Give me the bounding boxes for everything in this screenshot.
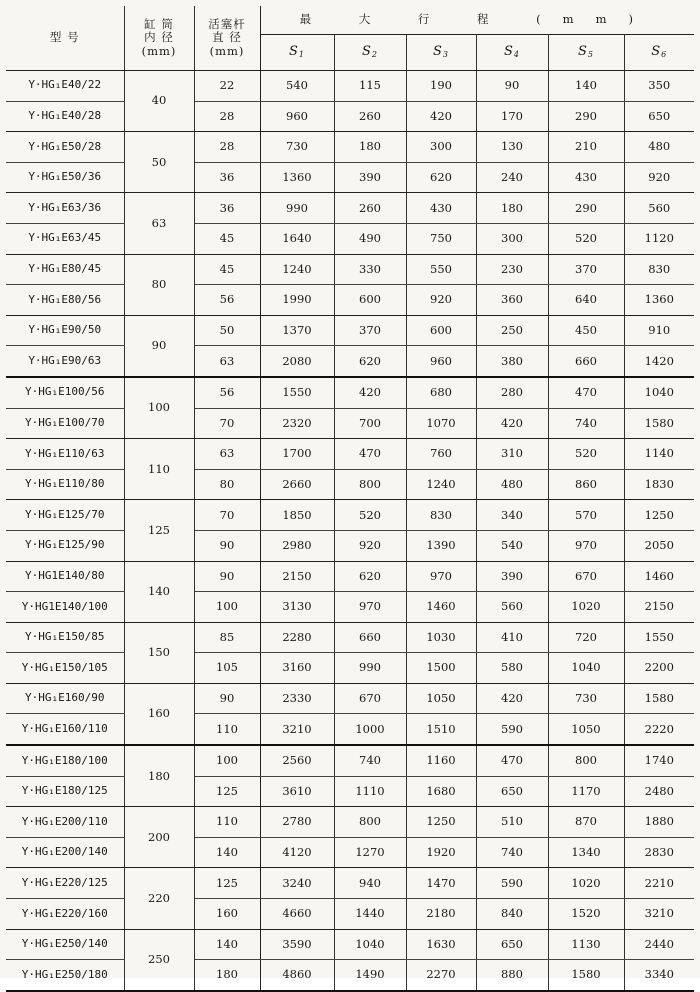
cell-stroke-s5: 670 [548,561,624,592]
cell-bore: 90 [124,315,194,377]
cell-stroke-s2: 1040 [334,929,406,960]
cell-stroke-s6: 1420 [624,346,694,377]
cell-stroke-s4: 300 [476,223,548,254]
cell-rod: 22 [194,71,260,102]
cell-stroke-s4: 230 [476,254,548,285]
cell-model: Y·HG₁E125/70 [6,500,124,531]
cell-stroke-s5: 1520 [548,899,624,930]
cell-stroke-s3: 190 [406,71,476,102]
cell-stroke-s5: 640 [548,285,624,316]
cell-stroke-s6: 1740 [624,745,694,776]
cell-stroke-s3: 830 [406,500,476,531]
cell-stroke-s1: 2330 [260,683,334,714]
cell-model: Y·HG₁E180/125 [6,776,124,807]
table-row [6,530,694,561]
cell-stroke-s6: 2150 [624,592,694,623]
header-stroke-s2: $S_2$ [334,35,406,71]
cell-stroke-s6: 1460 [624,561,694,592]
cell-stroke-s1: 1990 [260,285,334,316]
cell-model: Y·HG₁E63/45 [6,223,124,254]
cell-stroke-s1: 1700 [260,439,334,470]
cell-bore: 80 [124,254,194,315]
cell-stroke-s4: 560 [476,592,548,623]
cell-stroke-s5: 520 [548,223,624,254]
cell-stroke-s4: 740 [476,837,548,868]
cell-stroke-s5: 370 [548,254,624,285]
cell-stroke-s6: 1580 [624,683,694,714]
table-row [6,714,694,745]
cell-stroke-s2: 470 [334,439,406,470]
cell-stroke-s6: 2220 [624,714,694,745]
cell-stroke-s2: 520 [334,500,406,531]
table-row [6,408,694,439]
cell-stroke-s6: 560 [624,193,694,224]
cell-stroke-s1: 1850 [260,500,334,531]
cell-stroke-s1: 2280 [260,622,334,653]
cell-stroke-s4: 650 [476,929,548,960]
cell-stroke-s3: 1510 [406,714,476,745]
table-row [6,776,694,807]
header-stroke-s4: $S_4$ [476,35,548,71]
cell-stroke-s2: 940 [334,868,406,899]
cell-stroke-s4: 420 [476,408,548,439]
cell-model: Y·HG₁E40/22 [6,71,124,102]
cell-stroke-s3: 680 [406,377,476,408]
cell-stroke-s1: 3610 [260,776,334,807]
cell-stroke-s4: 360 [476,285,548,316]
cell-rod: 100 [194,745,260,776]
cell-model: Y·HG₁E40/28 [6,101,124,132]
cell-stroke-s4: 180 [476,193,548,224]
cell-stroke-s4: 90 [476,71,548,102]
cell-stroke-s4: 880 [476,960,548,991]
cell-bore: 40 [124,71,194,132]
cell-bore: 160 [124,683,194,745]
cell-stroke-s4: 240 [476,162,548,193]
cell-stroke-s4: 310 [476,439,548,470]
cell-stroke-s1: 540 [260,71,334,102]
cell-rod: 140 [194,929,260,960]
cell-rod: 56 [194,377,260,408]
cell-rod: 100 [194,592,260,623]
table-row [6,960,694,991]
cell-stroke-s2: 1440 [334,899,406,930]
cell-stroke-s5: 1580 [548,960,624,991]
cell-stroke-s1: 2660 [260,469,334,500]
cell-stroke-s3: 750 [406,223,476,254]
cell-stroke-s4: 380 [476,346,548,377]
cell-stroke-s5: 210 [548,132,624,163]
cell-stroke-s5: 1340 [548,837,624,868]
cell-stroke-s3: 2180 [406,899,476,930]
table-row [6,899,694,930]
cell-stroke-s4: 130 [476,132,548,163]
cell-stroke-s1: 4120 [260,837,334,868]
cell-rod: 180 [194,960,260,991]
cell-rod: 36 [194,162,260,193]
cell-stroke-s3: 620 [406,162,476,193]
cell-rod: 90 [194,561,260,592]
cell-stroke-s3: 430 [406,193,476,224]
cell-stroke-s2: 920 [334,530,406,561]
cell-stroke-s3: 1500 [406,653,476,684]
cell-stroke-s2: 180 [334,132,406,163]
cell-stroke-s5: 1040 [548,653,624,684]
cell-bore: 220 [124,868,194,929]
cell-model: Y·HG₁E220/125 [6,868,124,899]
cell-stroke-s2: 660 [334,622,406,653]
header-stroke-s6: $S_6$ [624,35,694,71]
cell-stroke-s3: 1240 [406,469,476,500]
cell-stroke-s3: 760 [406,439,476,470]
cell-stroke-s4: 420 [476,683,548,714]
cell-stroke-s1: 1240 [260,254,334,285]
cell-rod: 36 [194,193,260,224]
cell-stroke-s1: 3160 [260,653,334,684]
cell-rod: 90 [194,683,260,714]
table-row [6,929,694,960]
table-row [6,285,694,316]
cell-stroke-s1: 1360 [260,162,334,193]
cell-stroke-s5: 470 [548,377,624,408]
cell-stroke-s5: 570 [548,500,624,531]
cell-stroke-s4: 650 [476,776,548,807]
cell-stroke-s3: 1030 [406,622,476,653]
cell-model: Y·HG₁E80/45 [6,254,124,285]
cell-stroke-s2: 1270 [334,837,406,868]
cell-stroke-s3: 920 [406,285,476,316]
cell-bore: 150 [124,622,194,683]
cell-bore: 100 [124,377,194,439]
cell-stroke-s6: 2050 [624,530,694,561]
cell-stroke-s3: 1250 [406,807,476,838]
cell-model: Y·HG₁E80/56 [6,285,124,316]
cell-stroke-s1: 960 [260,101,334,132]
cell-stroke-s4: 390 [476,561,548,592]
cell-stroke-s1: 4860 [260,960,334,991]
cell-rod: 140 [194,837,260,868]
cell-stroke-s6: 830 [624,254,694,285]
cell-stroke-s6: 1360 [624,285,694,316]
cell-stroke-s2: 115 [334,71,406,102]
table-row [6,71,694,102]
cell-stroke-s2: 620 [334,346,406,377]
cell-stroke-s6: 2440 [624,929,694,960]
cell-stroke-s6: 3340 [624,960,694,991]
header-stroke-s3: $S_3$ [406,35,476,71]
cell-model: Y·HG₁E90/50 [6,315,124,346]
cell-stroke-s3: 420 [406,101,476,132]
table-row [6,162,694,193]
cell-stroke-s1: 3130 [260,592,334,623]
cell-rod: 45 [194,254,260,285]
cell-model: Y·HG₁E150/85 [6,622,124,653]
cell-stroke-s3: 1050 [406,683,476,714]
cell-model: Y·HG₁E90/63 [6,346,124,377]
cell-rod: 50 [194,315,260,346]
cell-stroke-s5: 520 [548,439,624,470]
cell-rod: 105 [194,653,260,684]
table-row [6,622,694,653]
table-row [6,745,694,776]
cell-model: Y·HG₁E63/36 [6,193,124,224]
cell-stroke-s1: 1640 [260,223,334,254]
cell-rod: 63 [194,346,260,377]
table-row [6,132,694,163]
table-row [6,653,694,684]
cell-model: Y·HG₁E110/63 [6,439,124,470]
cell-model: Y·HG1E140/80 [6,561,124,592]
cell-stroke-s1: 2780 [260,807,334,838]
cell-rod: 63 [194,439,260,470]
cell-stroke-s5: 290 [548,101,624,132]
cell-stroke-s1: 4660 [260,899,334,930]
cell-rod: 28 [194,132,260,163]
cell-model: Y·HG₁E100/56 [6,377,124,408]
stroke-table [6,6,694,992]
cell-stroke-s5: 1170 [548,776,624,807]
cell-model: Y·HG₁E125/90 [6,530,124,561]
cell-stroke-s2: 970 [334,592,406,623]
cell-stroke-s6: 1830 [624,469,694,500]
cell-stroke-s5: 1020 [548,592,624,623]
cell-stroke-s5: 800 [548,745,624,776]
cell-stroke-s2: 1000 [334,714,406,745]
cell-stroke-s1: 2980 [260,530,334,561]
cell-stroke-s1: 2560 [260,745,334,776]
cell-rod: 56 [194,285,260,316]
cell-stroke-s1: 3590 [260,929,334,960]
cell-stroke-s2: 390 [334,162,406,193]
cell-bore: 250 [124,929,194,991]
cell-stroke-s4: 470 [476,745,548,776]
cell-stroke-s6: 1580 [624,408,694,439]
cell-stroke-s5: 860 [548,469,624,500]
header-stroke-s1: $S_1$ [260,35,334,71]
cell-stroke-s6: 480 [624,132,694,163]
cell-stroke-s2: 420 [334,377,406,408]
cell-stroke-s3: 600 [406,315,476,346]
cell-stroke-s3: 300 [406,132,476,163]
cell-rod: 45 [194,223,260,254]
cell-stroke-s6: 650 [624,101,694,132]
cell-stroke-s3: 960 [406,346,476,377]
cell-stroke-s6: 1040 [624,377,694,408]
cell-stroke-s4: 480 [476,469,548,500]
cell-bore: 110 [124,439,194,500]
cell-stroke-s2: 990 [334,653,406,684]
cell-stroke-s2: 490 [334,223,406,254]
cell-stroke-s2: 1110 [334,776,406,807]
table-row [6,377,694,408]
cell-stroke-s2: 260 [334,101,406,132]
cell-rod: 70 [194,408,260,439]
cell-stroke-s3: 2270 [406,960,476,991]
cell-rod: 28 [194,101,260,132]
cell-stroke-s5: 740 [548,408,624,439]
cell-model: Y·HG₁E160/110 [6,714,124,745]
cell-bore: 200 [124,807,194,868]
cell-bore: 50 [124,132,194,193]
cell-model: Y·HG₁E250/180 [6,960,124,991]
cell-stroke-s6: 350 [624,71,694,102]
cell-stroke-s6: 1880 [624,807,694,838]
cell-rod: 85 [194,622,260,653]
cell-stroke-s1: 2320 [260,408,334,439]
cell-rod: 110 [194,714,260,745]
table-row [6,315,694,346]
cell-model: Y·HG₁E50/28 [6,132,124,163]
cell-model: Y·HG₁E200/110 [6,807,124,838]
cell-stroke-s4: 510 [476,807,548,838]
cell-stroke-s2: 800 [334,469,406,500]
table-row [6,223,694,254]
table-row [6,439,694,470]
cell-rod: 110 [194,807,260,838]
cell-bore: 140 [124,561,194,622]
cell-stroke-s4: 840 [476,899,548,930]
cell-bore: 180 [124,745,194,807]
cell-stroke-s3: 970 [406,561,476,592]
cell-stroke-s5: 430 [548,162,624,193]
cell-stroke-s3: 1470 [406,868,476,899]
cell-stroke-s6: 2830 [624,837,694,868]
cell-model: Y·HG1E140/100 [6,592,124,623]
cell-bore: 125 [124,500,194,561]
cell-stroke-s5: 140 [548,71,624,102]
cell-model: Y·HG₁E180/100 [6,745,124,776]
cell-model: Y·HG₁E220/160 [6,899,124,930]
cell-stroke-s1: 2150 [260,561,334,592]
cell-stroke-s5: 970 [548,530,624,561]
cell-stroke-s5: 290 [548,193,624,224]
cell-rod: 90 [194,530,260,561]
cell-stroke-s6: 2200 [624,653,694,684]
table-row [6,683,694,714]
cell-stroke-s6: 2480 [624,776,694,807]
cell-stroke-s5: 450 [548,315,624,346]
cell-stroke-s2: 700 [334,408,406,439]
cell-stroke-s5: 1020 [548,868,624,899]
cell-stroke-s2: 600 [334,285,406,316]
cell-model: Y·HG₁E250/140 [6,929,124,960]
cell-stroke-s4: 410 [476,622,548,653]
header-stroke-s5: $S_5$ [548,35,624,71]
header-model: 型 号 [6,6,124,71]
cell-stroke-s5: 1050 [548,714,624,745]
cell-stroke-s2: 740 [334,745,406,776]
cell-model: Y·HG₁E160/90 [6,683,124,714]
cell-stroke-s5: 720 [548,622,624,653]
cell-rod: 80 [194,469,260,500]
table-row [6,592,694,623]
cell-stroke-s2: 330 [334,254,406,285]
cell-stroke-s5: 1130 [548,929,624,960]
cell-model: Y·HG₁E200/140 [6,837,124,868]
table-row [6,837,694,868]
cell-stroke-s2: 620 [334,561,406,592]
cell-stroke-s5: 730 [548,683,624,714]
cell-stroke-s3: 1160 [406,745,476,776]
cell-rod: 125 [194,776,260,807]
cell-stroke-s6: 3210 [624,899,694,930]
cell-stroke-s6: 1120 [624,223,694,254]
table-row [6,193,694,224]
cell-stroke-s6: 920 [624,162,694,193]
cell-stroke-s3: 1920 [406,837,476,868]
cell-rod: 70 [194,500,260,531]
cell-stroke-s3: 1070 [406,408,476,439]
cell-stroke-s2: 1490 [334,960,406,991]
cell-stroke-s2: 670 [334,683,406,714]
cell-model: Y·HG₁E110/80 [6,469,124,500]
cell-stroke-s2: 370 [334,315,406,346]
cell-stroke-s4: 580 [476,653,548,684]
cell-rod: 125 [194,868,260,899]
cell-rod: 160 [194,899,260,930]
cell-stroke-s4: 250 [476,315,548,346]
cell-stroke-s1: 1370 [260,315,334,346]
cell-stroke-s3: 1390 [406,530,476,561]
cell-stroke-s4: 590 [476,714,548,745]
cell-stroke-s6: 910 [624,315,694,346]
table-row [6,346,694,377]
table-row [6,469,694,500]
cell-stroke-s3: 1460 [406,592,476,623]
cell-stroke-s3: 550 [406,254,476,285]
cell-stroke-s5: 870 [548,807,624,838]
cell-stroke-s3: 1680 [406,776,476,807]
cell-stroke-s2: 800 [334,807,406,838]
table-row [6,500,694,531]
cell-model: Y·HG₁E150/105 [6,653,124,684]
cell-stroke-s1: 1550 [260,377,334,408]
cell-stroke-s4: 170 [476,101,548,132]
cell-bore: 63 [124,193,194,254]
cell-stroke-s6: 1550 [624,622,694,653]
cell-stroke-s1: 2080 [260,346,334,377]
cell-stroke-s1: 730 [260,132,334,163]
header-bore: 缸 筒 内 径 (mm) [124,6,194,71]
header-rod: 活塞杆 直 径 (mm) [194,6,260,71]
cell-stroke-s1: 3210 [260,714,334,745]
table-row [6,561,694,592]
table-row [6,868,694,899]
cell-stroke-s6: 1140 [624,439,694,470]
cell-model: Y·HG₁E100/70 [6,408,124,439]
table-row [6,254,694,285]
cell-stroke-s5: 660 [548,346,624,377]
table-row [6,807,694,838]
cell-stroke-s1: 990 [260,193,334,224]
cell-stroke-s4: 340 [476,500,548,531]
cell-stroke-s6: 1250 [624,500,694,531]
cell-stroke-s4: 280 [476,377,548,408]
header-stroke-title: 最 大 行 程 (mm) [260,6,694,35]
cell-stroke-s3: 1630 [406,929,476,960]
table-row [6,101,694,132]
cell-stroke-s4: 540 [476,530,548,561]
cell-model: Y·HG₁E50/36 [6,162,124,193]
cell-stroke-s2: 260 [334,193,406,224]
cell-stroke-s1: 3240 [260,868,334,899]
cell-stroke-s4: 590 [476,868,548,899]
cell-stroke-s6: 2210 [624,868,694,899]
